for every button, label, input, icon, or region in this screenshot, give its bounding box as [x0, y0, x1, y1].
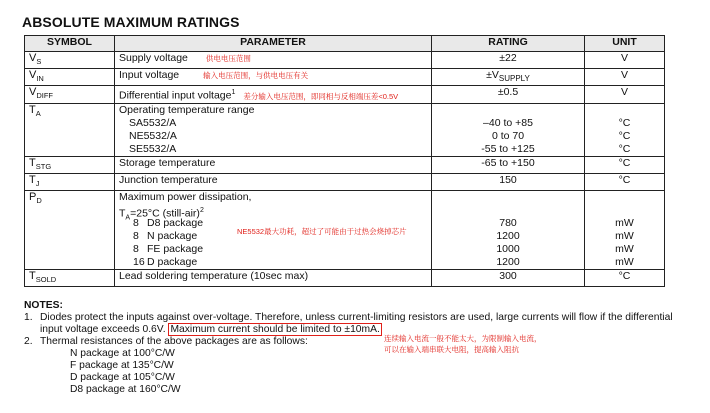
- rating-text: 0 to 70: [491, 129, 525, 142]
- table-row: [25, 190, 665, 269]
- unit-text: mW: [615, 229, 634, 242]
- rating-cell: [432, 103, 585, 156]
- parameter-text: T: [119, 207, 126, 220]
- package-name: FE package: [147, 242, 204, 255]
- table-header-row: [25, 36, 665, 52]
- package-name: D package: [147, 255, 198, 268]
- footnote-ref: 1: [231, 89, 236, 97]
- parameter-subitem: SE5532/A: [129, 142, 177, 155]
- unit-text: °C: [618, 129, 631, 142]
- table-row: [25, 156, 665, 173]
- unit-text: [589, 104, 660, 117]
- note-text: Thermal resistances of the above packages are as follows:: [40, 336, 308, 347]
- unit-cell: °C: [585, 156, 665, 173]
- rating-text: 780: [499, 216, 517, 229]
- symbol-main: V: [29, 69, 37, 82]
- pin-count: 8: [133, 242, 139, 255]
- symbol-sub: STG: [35, 161, 52, 171]
- symbol-main: T: [29, 269, 36, 282]
- rating-cell: ±22: [432, 52, 585, 69]
- annotation-note: 差分输入电压范围，即同相与反相端压差<0.5V: [243, 91, 399, 101]
- symbol-sub: SOLD: [35, 275, 57, 285]
- thermal-item: D package at 105°C/W: [70, 372, 175, 383]
- symbol-sub: S: [36, 57, 42, 67]
- parameter-cell: [115, 52, 432, 69]
- parameter-subitem: NE5532/A: [129, 129, 177, 142]
- unit-cell: V: [585, 69, 665, 86]
- note-text: [40, 312, 674, 336]
- parameter-text: Input voltage: [119, 69, 180, 82]
- symbol-cell: [25, 269, 115, 286]
- rating-text: 1200: [496, 229, 520, 242]
- symbol-cell: [25, 69, 115, 86]
- package-name: D8 package: [147, 216, 204, 229]
- symbol-sub: D: [36, 196, 42, 206]
- symbol-main: T: [29, 156, 36, 169]
- rating-cell: [432, 69, 585, 86]
- parameter-cell: [115, 103, 432, 156]
- ratings-table: [24, 35, 665, 287]
- unit-text: mW: [615, 255, 634, 268]
- symbol-sub: DIFF: [36, 91, 54, 101]
- rating-cell: [432, 190, 585, 269]
- note-number: 2.: [24, 336, 33, 347]
- table-row: [25, 69, 665, 86]
- parameter-cell: [115, 69, 432, 86]
- unit-cell: [585, 190, 665, 269]
- col-header-unit: UNIT: [585, 36, 665, 52]
- rating-text: –40 to +85: [483, 116, 533, 129]
- parameter-text: Operating temperature range: [119, 103, 255, 116]
- parameter-cell: Lead soldering temperature (10sec max): [115, 269, 432, 286]
- rating-cell: ±0.5: [432, 86, 585, 103]
- pin-count: 8: [133, 216, 139, 229]
- parameter-text: Supply voltage: [119, 52, 188, 64]
- rating-text: -55 to +125: [481, 142, 535, 155]
- package-name: N package: [147, 229, 198, 242]
- rating-text: [436, 104, 580, 117]
- table-row: [25, 103, 665, 156]
- unit-cell: °C: [585, 173, 665, 190]
- annotation-line: 连续输入电流一般不能太大，为限制输入电流，: [384, 334, 542, 343]
- note-item: [24, 312, 674, 336]
- parameter-sub: A: [125, 214, 131, 222]
- symbol-main: V: [29, 86, 37, 99]
- thermal-item: F package at 135°C/W: [70, 360, 174, 371]
- col-header-parameter: PARAMETER: [115, 36, 432, 52]
- unit-cell: V: [585, 52, 665, 69]
- rating-text: 1000: [496, 242, 520, 255]
- note-body: Diodes protect the inputs against over-voltage. Therefore, unless current-limiting resistors are used, large currents will flow if the differential input voltage exceeds 0.6V.: [40, 312, 673, 335]
- pin-count: 16: [133, 255, 145, 268]
- thermal-item: N package at 100°C/W: [70, 348, 175, 359]
- unit-text: mW: [615, 216, 634, 229]
- unit-cell: °C: [585, 269, 665, 286]
- annotation-note: 输入电压范围，与供电电压有关: [203, 71, 309, 81]
- table-row: [25, 52, 665, 69]
- current-annotation: [384, 333, 542, 355]
- col-header-symbol: SYMBOL: [25, 36, 115, 52]
- parameter-cell: [115, 86, 432, 103]
- parameter-cell: Storage temperature: [115, 156, 432, 173]
- symbol-sub: A: [35, 108, 41, 118]
- note-item: [24, 336, 674, 348]
- thermal-list: [24, 348, 674, 396]
- table-row: [25, 86, 665, 103]
- symbol-cell: [25, 190, 115, 269]
- symbol-main: V: [29, 52, 37, 64]
- notes-header: NOTES:: [24, 300, 63, 311]
- symbol-sub: IN: [36, 74, 44, 84]
- rating-cell: 150: [432, 173, 585, 190]
- symbol-cell: [25, 173, 115, 190]
- notes-section: [24, 300, 674, 396]
- annotation-line: 可以在输入端串联大电阻，提高输入阻抗: [384, 345, 519, 354]
- rating-cell: -65 to +150: [432, 156, 585, 173]
- symbol-main: T: [29, 103, 36, 116]
- col-header-rating: RATING: [432, 36, 585, 52]
- unit-cell: [585, 103, 665, 156]
- parameter-text: Maximum power dissipation,: [119, 190, 252, 203]
- unit-text: °C: [618, 116, 631, 129]
- symbol-cell: [25, 86, 115, 103]
- parameter-text: =25°C (still-air): [130, 207, 200, 220]
- symbol-cell: [25, 103, 115, 156]
- parameter-text: Differential input voltage: [119, 89, 232, 102]
- highlighted-limit: Maximum current should be limited to ±10mA.: [170, 324, 380, 335]
- symbol-main: P: [29, 190, 37, 203]
- table-row: [25, 269, 665, 286]
- unit-cell: V: [585, 86, 665, 103]
- parameter-cell: [115, 190, 432, 269]
- pin-count: 8: [133, 229, 139, 242]
- page-title: ABSOLUTE MAXIMUM RATINGS: [22, 14, 240, 30]
- parameter-subitem: SA5532/A: [129, 116, 177, 129]
- annotation-note: NE5532最大功耗，超过了可能由于过热会烧掉芯片: [237, 226, 407, 236]
- symbol-main: T: [29, 173, 36, 186]
- unit-text: mW: [615, 242, 634, 255]
- annotation-note: 供电电压范围: [205, 54, 251, 63]
- rating-sub: SUPPLY: [498, 74, 530, 84]
- footnote-ref: 2: [199, 206, 204, 214]
- symbol-sub: J: [35, 178, 40, 188]
- thermal-item: D8 package at 160°C/W: [70, 384, 181, 395]
- symbol-cell: [25, 156, 115, 173]
- rating-text: ±V: [486, 69, 499, 82]
- table-row: [25, 173, 665, 190]
- symbol-cell: [25, 52, 115, 69]
- note-number: 1.: [24, 312, 33, 323]
- parameter-cell: Junction temperature: [115, 173, 432, 190]
- rating-text: 1200: [496, 255, 520, 268]
- unit-text: °C: [618, 142, 631, 155]
- rating-cell: 300: [432, 269, 585, 286]
